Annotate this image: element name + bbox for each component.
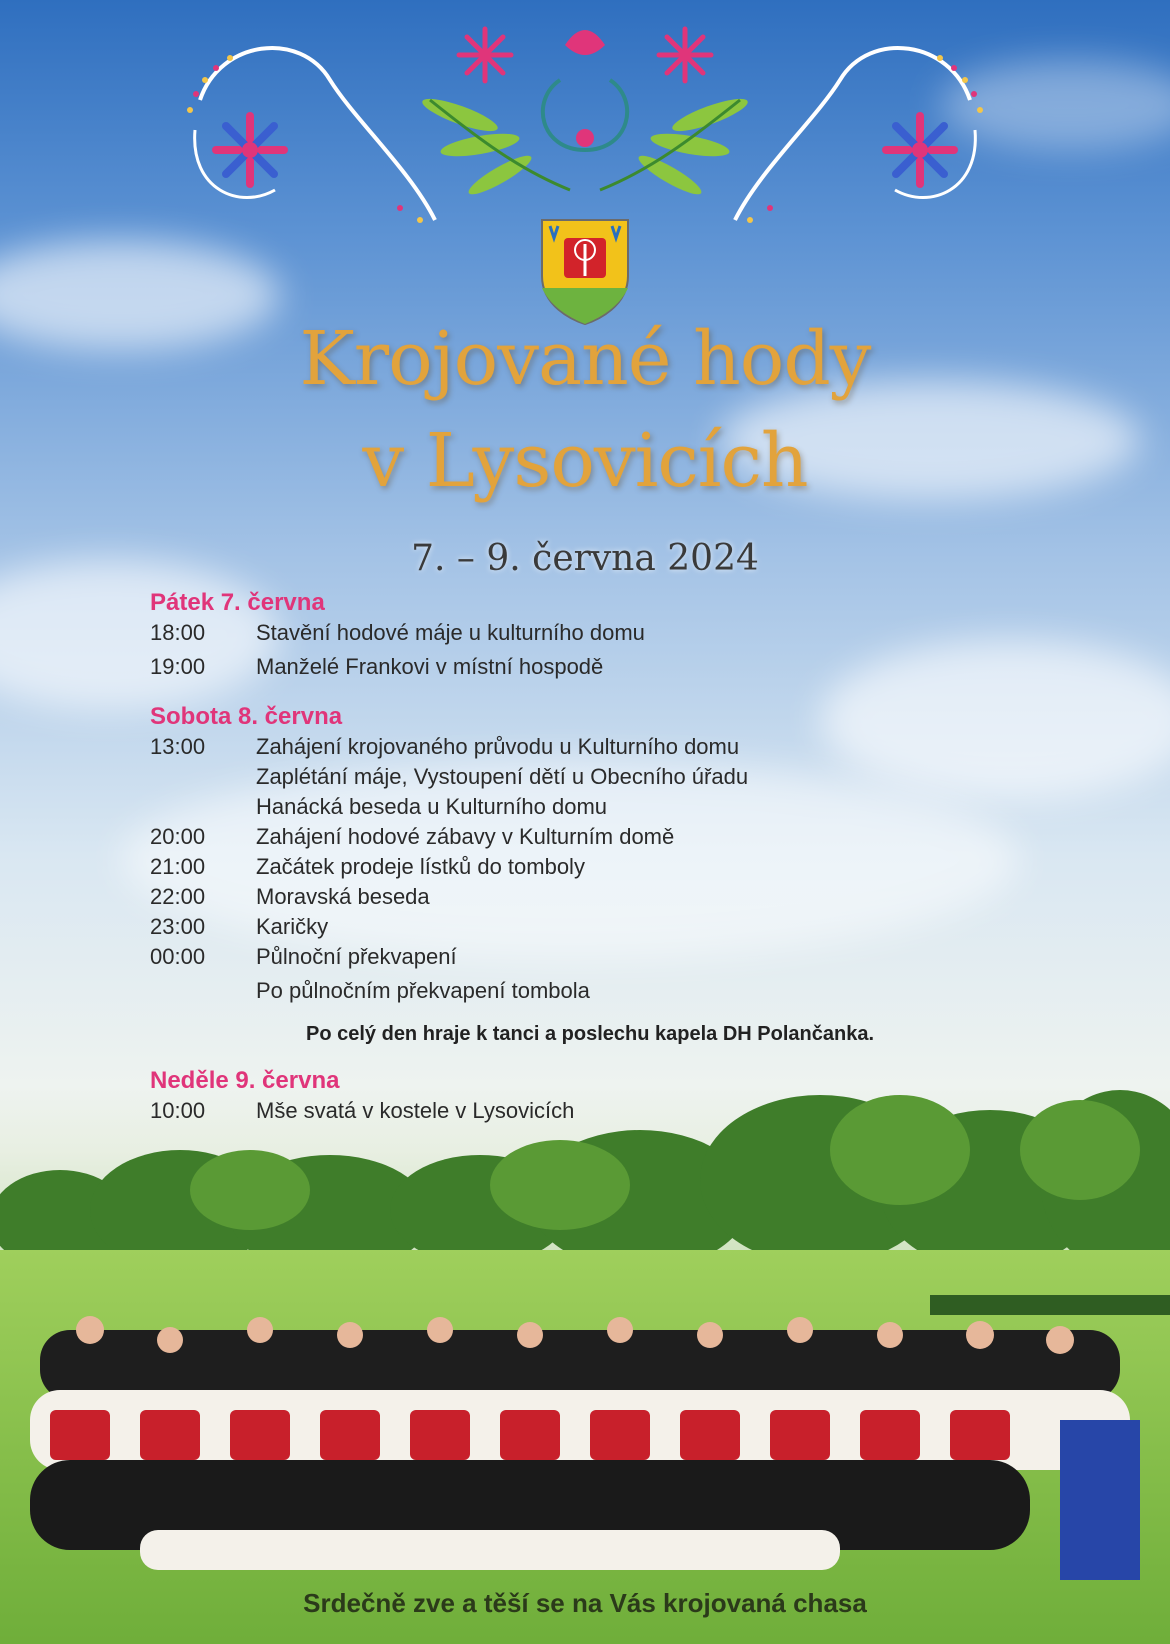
event-time xyxy=(150,792,256,822)
day-friday xyxy=(150,588,1030,682)
group-photo-scene xyxy=(0,1090,1170,1644)
schedule-row xyxy=(150,882,1030,912)
schedule-row xyxy=(150,912,1030,942)
event-text: Půlnoční překvapení xyxy=(256,944,457,969)
event-time: 10:00 xyxy=(150,1098,206,1123)
schedule-row xyxy=(150,976,1030,1006)
event-text: Manželé Frankovi v místní hospodě xyxy=(256,654,604,679)
event-time: 13:00 xyxy=(150,734,206,759)
poster-title-location: v Lysovicích xyxy=(362,418,808,504)
event-time: 19:00 xyxy=(150,654,206,679)
schedule xyxy=(150,588,1030,1126)
event-time xyxy=(150,762,256,792)
event-date: 7. – 9. června 2024 xyxy=(411,538,759,579)
event-text: Zahájení krojovaného průvodu u Kulturního domu xyxy=(256,734,740,759)
day-heading: Neděle 9. června xyxy=(150,1067,340,1094)
schedule-row xyxy=(150,652,1030,682)
event-text: Začátek prodeje lístků do tomboly xyxy=(256,854,585,879)
event-time: 18:00 xyxy=(150,620,206,645)
event-time: 21:00 xyxy=(150,854,206,879)
schedule-row xyxy=(150,732,1030,762)
schedule-row xyxy=(150,792,1030,822)
event-text: Moravská beseda xyxy=(256,884,430,909)
coat-of-arms-icon xyxy=(538,216,632,326)
event-text: Stavění hodové máje u kulturního domu xyxy=(256,620,645,645)
event-text: Hanácká beseda u Kulturního domu xyxy=(256,794,608,819)
event-time: 20:00 xyxy=(150,824,206,849)
event-time: 23:00 xyxy=(150,914,206,939)
invitation-footer: Srdečně zve a těší se na Vás krojovaná chasa xyxy=(303,1588,867,1618)
event-time xyxy=(150,976,256,1006)
day-heading: Sobota 8. června xyxy=(150,703,343,730)
day-saturday xyxy=(150,702,1030,1050)
event-time: 00:00 xyxy=(150,944,206,969)
event-text: Po půlnočním překvapení tombola xyxy=(256,978,590,1003)
event-text: Karičky xyxy=(256,914,329,939)
poster-title: Krojované hody xyxy=(299,316,871,402)
schedule-row xyxy=(150,762,1030,792)
schedule-row xyxy=(150,618,1030,648)
event-time: 22:00 xyxy=(150,884,206,909)
day-heading: Pátek 7. června xyxy=(150,589,325,616)
schedule-row xyxy=(150,852,1030,882)
costumed-group xyxy=(30,1316,1140,1580)
event-text: Zahájení hodové zábavy v Kulturním domě xyxy=(256,824,675,849)
event-text: Mše svatá v kostele v Lysovicích xyxy=(256,1098,575,1123)
schedule-row xyxy=(150,822,1030,852)
schedule-row xyxy=(150,942,1030,972)
event-text: Zaplétání máje, Vystoupení dětí u Obecního úřadu xyxy=(256,764,749,789)
band-note: Po celý den hraje k tanci a poslechu kapela DH Polančanka. xyxy=(306,1023,874,1045)
